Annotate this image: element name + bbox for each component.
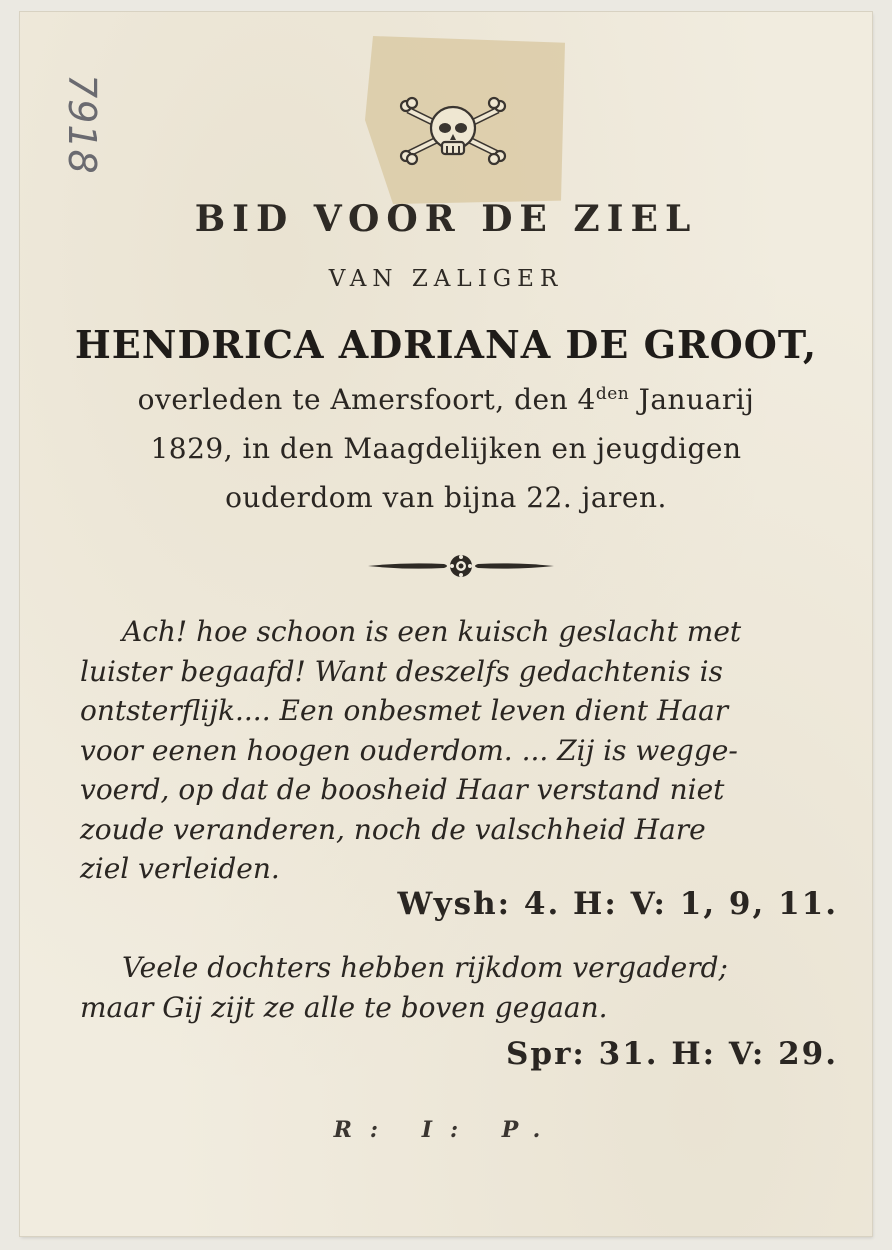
body-line-1 <box>0 383 892 416</box>
handwritten-number: 7918 <box>60 74 104 175</box>
deceased-name: HENDRICA ADRIANA DE GROOT, <box>74 322 818 367</box>
closing-rip: R: I: P. <box>333 1117 559 1143</box>
verse-line: luister begaafd! Want deszelfs gedachtenis is <box>80 654 723 688</box>
verse-proverbs <box>80 948 840 1027</box>
verse-line: voor eenen hoogen ouderdom. ... Zij is wegge- <box>80 733 738 767</box>
verse-line: Veele dochters hebben rijkdom vergaderd; <box>122 951 728 984</box>
body-line-3: ouderdom van bijna 22. jaren. <box>225 481 667 514</box>
verse-reference-wisdom: Wysh: 4. H: V: 1, 9, 11. <box>397 886 838 922</box>
verse-line: Ach! hoe schoon is een kuisch geslacht met <box>122 615 742 648</box>
verse-line: ontsterflijk.... Een onbesmet leven dient Haar <box>80 694 729 727</box>
heading-bid-voor-de-ziel: BID VOOR DE ZIEL <box>194 198 698 240</box>
body-line-1-sup: den <box>595 384 630 404</box>
heading-van-zaliger: VAN ZALIGER <box>328 266 564 292</box>
body-line-1-post: Januarij <box>629 383 755 416</box>
verse-line: maar Gij zijt ze alle te boven gegaan. <box>80 990 608 1024</box>
body-line-2: 1829, in den Maagdelijken en jeugdigen <box>150 432 742 465</box>
verse-reference-proverbs: Spr: 31. H: V: 29. <box>506 1036 838 1072</box>
skull-crossbones-icon <box>398 96 508 166</box>
ornament-divider-icon <box>366 551 556 581</box>
verse-line: ziel verleiden. <box>80 852 280 885</box>
verse-line: zoude veranderen, noch de valschheid Hare <box>80 812 706 846</box>
verse-wisdom <box>80 612 840 889</box>
verse-line: voerd, op dat de boosheid Haar verstand niet <box>80 773 725 806</box>
body-line-1-pre: overleden te Amersfoort, den 4 <box>137 383 596 416</box>
